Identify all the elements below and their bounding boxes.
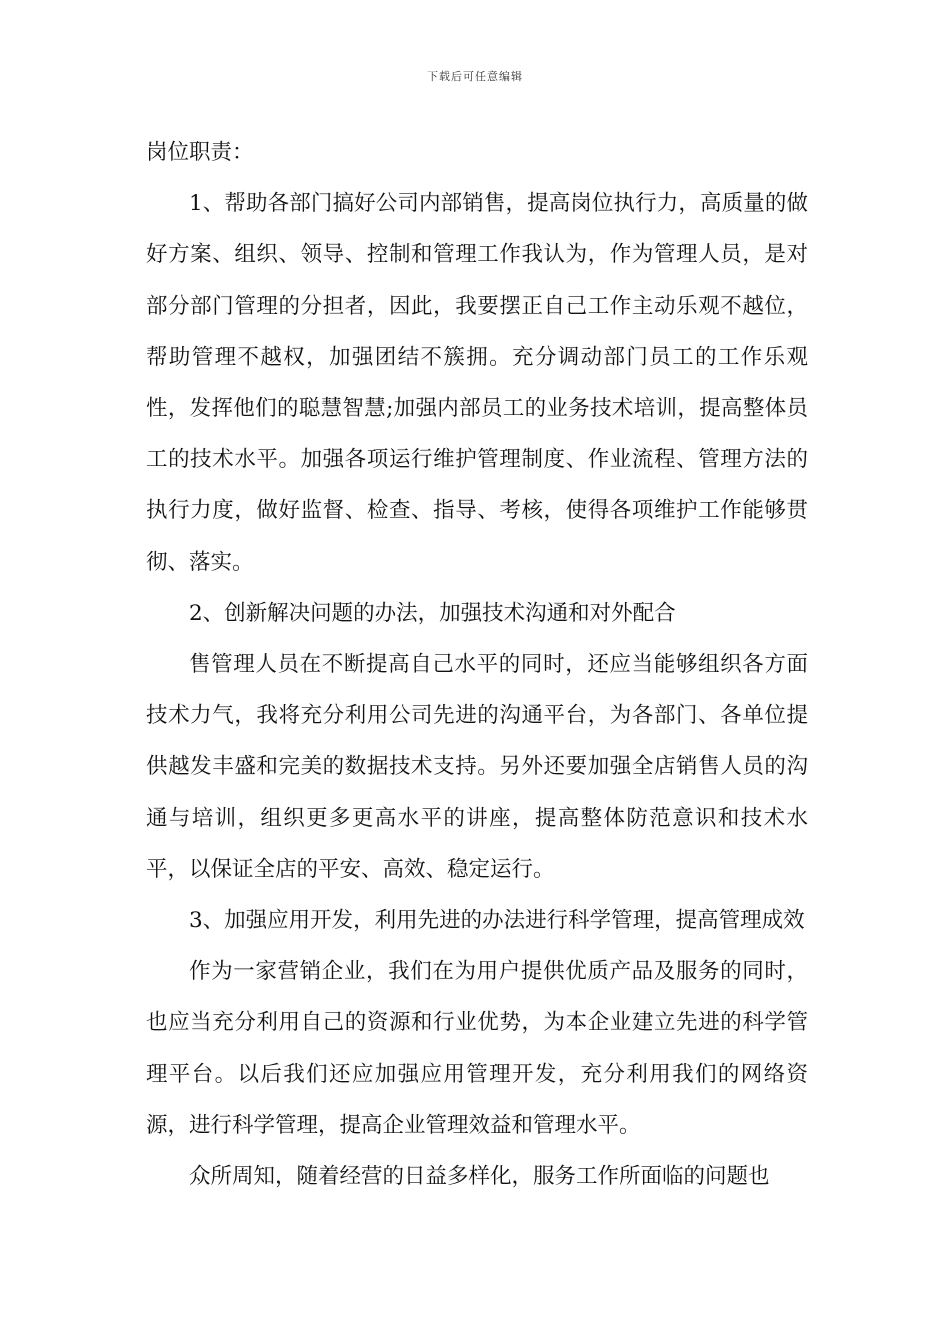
paragraph: 3、加强应用开发，利用先进的办法进行科学管理，提高管理成效	[189, 908, 805, 934]
paragraph: 售管理人员在不断提高自己水平的同时，还应当能够组织各方面技术力气，我将充分利用公司先进的沟通平台，为各部门、各单位提供越发丰盛和完美的数据技术支持。另外还要加强全店销售人员的沟通与培训，组织更多更高水平的讲座，提高整体防范意识和技术水平，以保证全店的平安、高效、稳定运行。	[146, 652, 808, 882]
paragraph: 众所周知，随着经营的日益多样化，服务工作所面临的问题也	[189, 1164, 770, 1190]
section-title: 岗位职责：	[146, 140, 254, 165]
document-body	[146, 127, 808, 1202]
paragraph: 作为一家营销企业，我们在为用户提供优质产品及服务的同时，也应当充分利用自己的资源和行业优势，为本企业建立先进的科学管理平台。以后我们还应加强应用管理开发，充分利用我们的网络资源，进行科学管理，提高企业管理效益和管理水平。	[146, 959, 808, 1138]
page-header: 下载后可任意编辑	[427, 70, 523, 83]
paragraph: 1、帮助各部门搞好公司内部销售，提高岗位执行力，高质量的做好方案、组织、领导、控制和管理工作我认为，作为管理人员，是对部分部门管理的分担者，因此，我要摆正自己工作主动乐观不越位，帮助管理不越权，加强团结不簇拥。充分调动部门员工的工作乐观性，发挥他们的聪慧智慧;加强内部员工的业务技术培训，提高整体员工的技术水平。加强各项运行维护管理制度、作业流程、管理方法的执行力度，做好监督、检查、指导、考核，使得各项维护工作能够贯彻、落实。	[146, 191, 808, 575]
paragraph: 2、创新解决问题的办法，加强技术沟通和对外配合	[189, 600, 676, 626]
